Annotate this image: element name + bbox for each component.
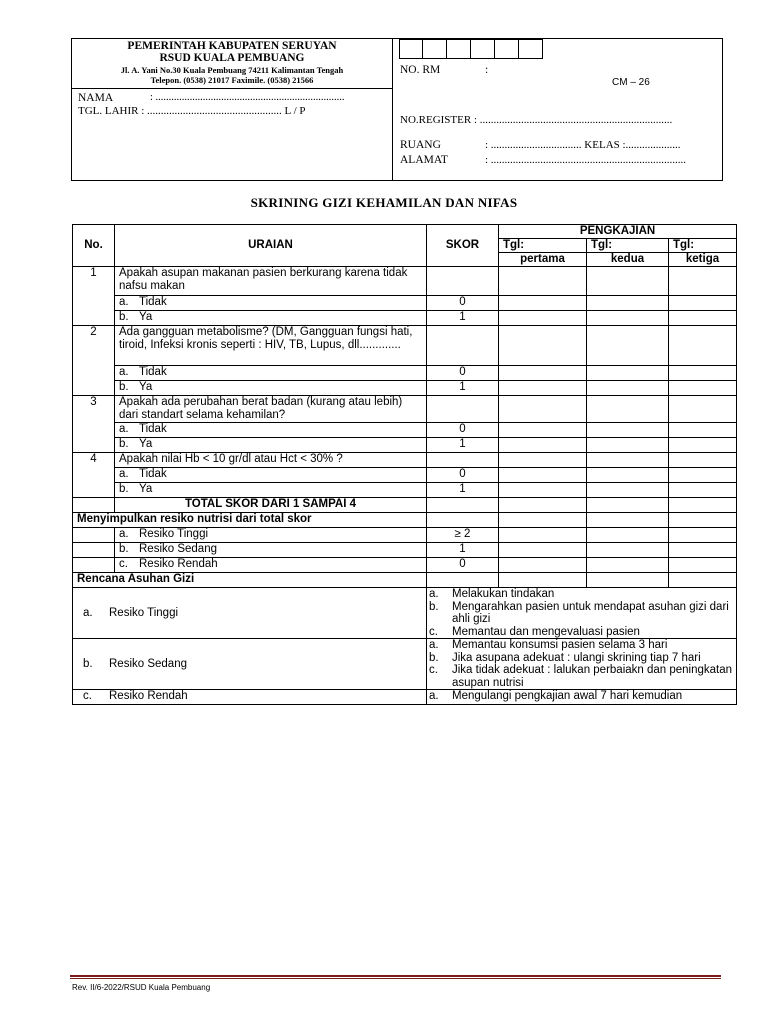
assessment-cell[interactable] [587,267,669,296]
assessment-cell[interactable] [587,438,669,453]
option-score: 0 [427,296,499,311]
assessment-cell[interactable] [499,381,587,396]
plan-row [73,690,737,705]
government-name: PEMERINTAH KABUPATEN SERUYAN [127,40,337,52]
plan-risk: Resiko Rendah [109,690,188,702]
header-divider [392,38,393,181]
table-row [73,468,737,483]
table-row [73,453,737,468]
alamat-label: ALAMAT [400,154,448,166]
option-text: Ya [139,483,153,495]
assessment-cell[interactable] [499,498,587,513]
assessment-cell[interactable] [587,468,669,483]
assessment-cell[interactable] [499,528,587,543]
question-number: 2 [73,326,115,396]
option-score: 0 [427,366,499,381]
header-line [71,88,393,89]
assessment-cell[interactable] [669,468,737,483]
assessment-cell[interactable] [669,483,737,498]
alamat-field[interactable]: : ....................................................................... [485,154,687,166]
option-letter: c. [119,558,128,570]
no-rm-label: NO. RM [400,64,441,76]
option-text: Ya [139,438,153,450]
option-score: 1 [427,311,499,326]
total-row [73,498,737,513]
rm-digit-box[interactable] [471,39,495,59]
footer-rule [70,975,721,977]
hospital-name: RSUD KUALA PEMBUANG [159,52,305,64]
sub-pertama: pertama [499,253,587,267]
table-row [73,483,737,498]
footer-rule [70,978,721,979]
plan-item: b. Mengarahkan pasien untuk mendapat asuhan gizi dari ahli gizi [429,600,729,625]
nama-label: NAMA [78,92,114,104]
assessment-cell[interactable] [499,267,587,296]
assessment-cell[interactable] [587,366,669,381]
table-row [73,513,737,528]
option-letter: b. [119,543,129,555]
total-score-cell[interactable] [427,498,499,513]
assessment-cell[interactable] [587,453,669,468]
plan-letter: c. [83,690,92,702]
option-score: 0 [427,423,499,438]
tgl-ketiga-field[interactable]: Tgl: [669,239,737,253]
assessment-cell[interactable] [499,543,587,558]
assessment-cell[interactable] [587,558,669,573]
option-score: 1 [427,438,499,453]
ruang-label: RUANG [400,139,441,151]
plan-item: c. Jika tidak adekuat : lalukan perbaiakn dan peningkatan asupan nutrisi [429,664,733,689]
option-letter: a. [119,366,129,378]
assessment-cell[interactable] [669,267,737,296]
table-row [73,558,737,573]
assessment-cell[interactable] [669,381,737,396]
tgl-pertama-field[interactable]: Tgl: [499,239,587,253]
risk-score: ≥ 2 [427,528,499,543]
rencana-heading: Rencana Asuhan Gizi [73,573,427,588]
footer-revision: Rev. II/6-2022/RSUD Kuala Pembuang [72,983,211,992]
table-row [73,528,737,543]
option-letter: a. [119,296,129,308]
option-letter: a. [119,468,129,480]
hospital-address: Jl. A. Yani No.30 Kuala Pembuang 74211 Kalimantan Tengah [120,65,344,75]
assessment-cell[interactable] [669,311,737,326]
assessment-cell[interactable] [499,468,587,483]
question-text: Apakah ada perubahan berat badan (kurang atau lebih) dari standart selama kehamilan? [115,396,427,423]
option-score: 1 [427,483,499,498]
risk-label: Resiko Tinggi [139,528,209,540]
assessment-cell[interactable] [587,498,669,513]
col-no-header: No. [73,225,115,267]
assessment-cell[interactable] [587,483,669,498]
assessment-cell[interactable] [587,296,669,311]
option-text: Ya [139,311,153,323]
table-row [73,423,737,438]
form-title: SKRINING GIZI KEHAMILAN DAN NIFAS [250,195,518,210]
ruang-kelas-field[interactable]: : ................................. KELAS :.................... [485,139,681,151]
col-skor-header: SKOR [427,225,499,267]
sub-ketiga: ketiga [669,253,737,267]
option-letter: b. [119,438,129,450]
assessment-cell[interactable] [669,423,737,438]
risk-label: Resiko Rendah [139,558,218,570]
option-text: Tidak [139,468,167,480]
col-uraian-header: URAIAN [115,225,427,267]
assessment-cell[interactable] [499,483,587,498]
plan-row [73,639,737,690]
option-letter: b. [119,381,129,393]
table-row [73,543,737,558]
assessment-cell[interactable] [587,381,669,396]
assessment-cell[interactable] [669,498,737,513]
plan-risk: Resiko Tinggi [109,606,179,619]
option-text: Ya [139,381,153,393]
assessment-cell[interactable] [499,558,587,573]
rm-digit-box[interactable] [495,39,519,59]
assessment-cell[interactable] [669,453,737,468]
assessment-cell[interactable] [669,528,737,543]
table-row [73,296,737,311]
assessment-cell[interactable] [587,528,669,543]
hospital-phone: Telepon. (0538) 21017 Faximile. (0538) 21566 [150,75,314,85]
plan-letter: a. [83,606,93,619]
assessment-cell[interactable] [499,423,587,438]
assessment-cell[interactable] [587,543,669,558]
assessment-cell[interactable] [499,396,587,423]
plan-item: a. Mengulangi pengkajian awal 7 hari kemudian [429,690,683,702]
plan-item: a. Melakukan tindakan [429,588,555,600]
plan-letter: b. [83,657,93,670]
rm-digit-box[interactable] [519,39,543,59]
question-text: Apakah nilai Hb < 10 gr/dl atau Hct < 30% ? [115,453,427,468]
option-letter: b. [119,311,129,323]
rm-digit-box[interactable] [423,39,447,59]
tgl-kedua-field[interactable]: Tgl: [587,239,669,253]
assessment-cell[interactable] [499,311,587,326]
plan-item: c. Memantau dan mengevaluasi pasien [429,625,640,638]
option-letter: a. [119,423,129,435]
plan-risk: Resiko Sedang [109,657,187,670]
table-row [73,326,737,366]
plan-list [429,639,734,689]
option-letter: b. [119,483,129,495]
col-pengkajian-header: PENGKAJIAN [499,225,737,239]
table-row [73,311,737,326]
assessment-cell[interactable] [669,296,737,311]
assessment-cell[interactable] [499,326,587,366]
rm-digit-box[interactable] [399,39,423,59]
table-row [73,366,737,381]
option-text: Tidak [139,366,167,378]
option-letter: a. [119,528,129,540]
assessment-cell[interactable] [669,366,737,381]
plan-item: b. Jika asupana adekuat : ulangi skrining tiap 7 hari [429,651,701,664]
assessment-cell[interactable] [669,438,737,453]
sub-kedua: kedua [587,253,669,267]
option-text: Tidak [139,423,167,435]
assessment-cell[interactable] [499,438,587,453]
question-number: 1 [73,267,115,326]
screening-table [72,224,737,705]
assessment-cell[interactable] [499,366,587,381]
question-text: Apakah asupan makanan pasien berkurang karena tidak nafsu makan [115,267,427,296]
risk-label: Resiko Sedang [139,543,217,555]
assessment-cell[interactable] [499,453,587,468]
assessment-cell[interactable] [499,296,587,311]
table-row [73,267,737,296]
plan-list [429,588,734,638]
assessment-cell[interactable] [669,543,737,558]
plan-item: a. Memantau konsumsi pasien selama 3 hari [429,639,668,651]
assessment-cell[interactable] [669,326,737,366]
table-row [73,573,737,588]
option-score: 1 [427,381,499,396]
plan-list [429,690,734,703]
question-number: 3 [73,396,115,453]
assessment-cell[interactable] [587,396,669,423]
option-text: Tidak [139,296,167,308]
nama-field[interactable]: : ........................................................................ [150,92,345,103]
rm-digit-box[interactable] [447,39,471,59]
form-code: CM – 26 [612,77,650,88]
tgl-lahir-field[interactable]: TGL. LAHIR : ................................................. L / P [78,105,306,117]
risk-score: 1 [427,543,499,558]
plan-row [73,588,737,639]
kesimpulan-heading: Menyimpulkan resiko nutrisi dari total skor [73,513,427,528]
assessment-cell[interactable] [587,311,669,326]
question-number: 4 [73,453,115,498]
table-row [73,381,737,396]
assessment-cell[interactable] [669,396,737,423]
no-rm-boxes[interactable] [399,39,543,59]
table-row [73,396,737,423]
no-register-field[interactable]: NO.REGISTER : ...................................................................... [400,114,673,126]
table-row [73,438,737,453]
question-text: Ada gangguan metabolisme? (DM, Gangguan fungsi hati, tiroid, Infeksi kronis seperti : HIV, TB, Lupus, dll............. [115,326,427,366]
assessment-cell[interactable] [669,558,737,573]
no-rm-colon: : [485,64,489,76]
assessment-cell[interactable] [587,326,669,366]
total-label: TOTAL SKOR DARI 1 SAMPAI 4 [115,498,427,513]
assessment-cell[interactable] [587,423,669,438]
risk-score: 0 [427,558,499,573]
option-score: 0 [427,468,499,483]
